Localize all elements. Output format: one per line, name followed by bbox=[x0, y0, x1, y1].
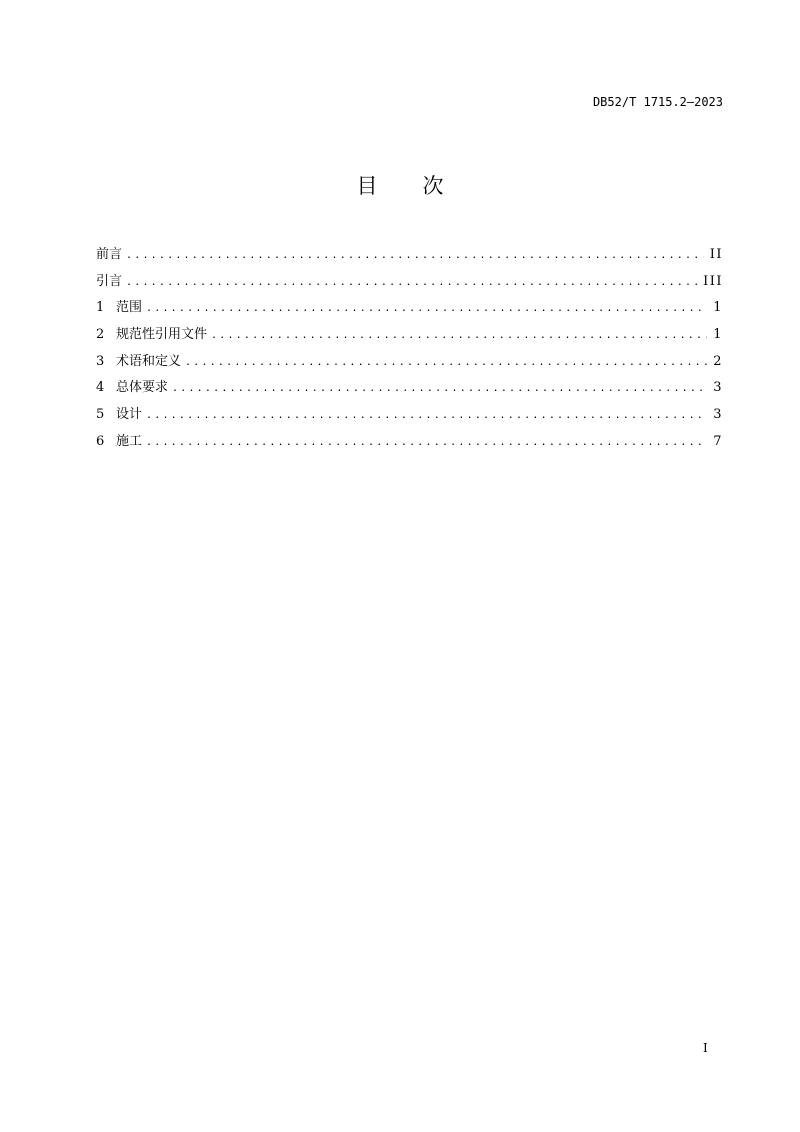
toc-entry-design[interactable] bbox=[96, 403, 723, 430]
toc-dot-leader bbox=[146, 303, 707, 314]
toc-dot-leader bbox=[146, 437, 707, 448]
toc-entry-normative-references[interactable] bbox=[96, 323, 723, 350]
toc-entry-title: 术语和定义 bbox=[116, 353, 182, 369]
toc-entry-introduction[interactable] bbox=[96, 270, 723, 297]
toc-entry-number: 5 bbox=[96, 407, 105, 423]
toc-entry-construction[interactable] bbox=[96, 430, 723, 457]
toc-dot-leader bbox=[126, 277, 697, 288]
toc-entry-scope[interactable] bbox=[96, 296, 723, 323]
toc-entry-page: 3 bbox=[713, 380, 723, 396]
toc-entry-number: 6 bbox=[96, 433, 105, 449]
toc-dot-leader bbox=[172, 383, 707, 394]
toc-entry-title: 前言 bbox=[96, 247, 123, 262]
toc-dot-leader bbox=[146, 410, 707, 421]
toc-entry-number: 1 bbox=[96, 300, 105, 316]
toc-entry-general-requirements[interactable] bbox=[96, 376, 723, 403]
toc-dot-leader bbox=[185, 357, 707, 368]
page-title: 目次 bbox=[356, 174, 489, 198]
toc-entry-terms-definitions[interactable] bbox=[96, 350, 723, 377]
toc-entry-page: 7 bbox=[713, 433, 723, 449]
toc-entry-title: 规范性引用文件 bbox=[116, 327, 208, 343]
document-code: DB52/T 1715.2—2023 bbox=[592, 95, 723, 109]
toc-entry-number: 3 bbox=[96, 353, 105, 369]
toc-entry-title: 总体要求 bbox=[116, 380, 169, 396]
toc-entry-page: II bbox=[709, 247, 723, 262]
toc-dot-leader bbox=[126, 250, 704, 261]
toc-entry-title: 引言 bbox=[96, 273, 123, 289]
toc-entry-title: 范围 bbox=[116, 300, 143, 316]
toc-entry-title: 设计 bbox=[116, 407, 143, 423]
toc-dot-leader bbox=[211, 330, 707, 341]
toc-entry-page: III bbox=[703, 273, 723, 289]
toc-entry-page: 3 bbox=[713, 407, 723, 423]
toc-entry-page: 1 bbox=[713, 300, 723, 316]
toc-entry-page: 2 bbox=[713, 353, 723, 369]
page-number: I bbox=[703, 1041, 708, 1055]
toc-entry-number: 4 bbox=[96, 380, 105, 396]
toc-entry-title: 施工 bbox=[116, 433, 143, 449]
toc-entry-number: 2 bbox=[96, 327, 105, 343]
toc-entry-page: 1 bbox=[713, 327, 723, 343]
toc-entry-foreword[interactable] bbox=[96, 243, 723, 270]
table-of-contents bbox=[96, 243, 723, 457]
